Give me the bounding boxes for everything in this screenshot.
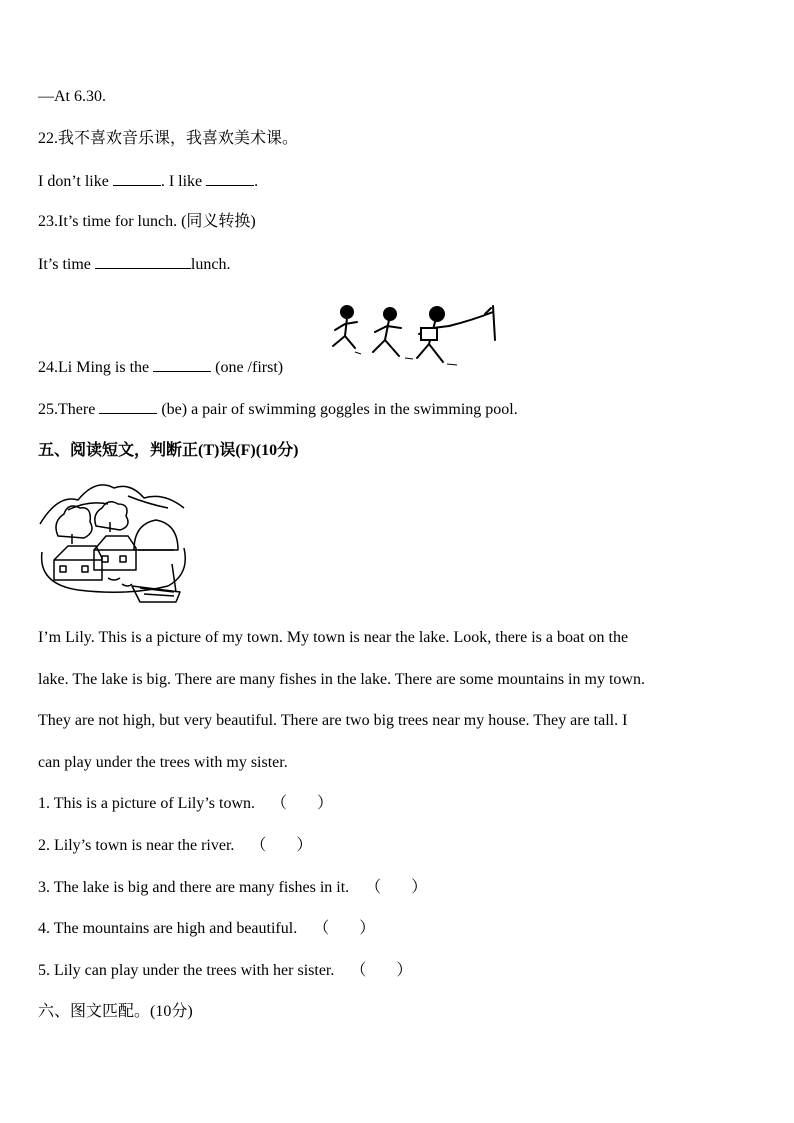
blank[interactable] [206,171,254,186]
text-fragment: . I like [160,173,207,190]
answer-bracket[interactable]: （ ） [350,962,413,979]
tf-question-4 [38,919,375,939]
passage-line: They are not high, but very beautiful. There are two big trees near my house. They are tall. I [38,712,628,729]
question-23: 23.It’s time for lunch. (同义转换) [38,213,256,230]
answer-bracket[interactable]: （ ） [271,795,334,812]
answer-bracket[interactable]: （ ） [250,837,313,854]
blank[interactable] [153,357,211,372]
answer-line: —At 6.30. [38,88,106,105]
text-fragment: (one /first) [211,359,284,376]
tf-question-1 [38,794,333,814]
passage-line: I’m Lily. This is a picture of my town. My town is near the lake. Look, there is a boat on the [38,629,629,646]
text-fragment: . [254,173,259,190]
section-6-title: 六、图文匹配。(10分) [38,1003,193,1020]
question-23-answer [38,254,230,275]
section-5-title: 五、阅读短文，判断正(T)误(F)(10分) [38,442,299,459]
tf-question-2 [38,836,312,856]
question-24 [38,357,283,378]
running-race-illustration [325,300,500,370]
passage-line: can play under the trees with my sister. [38,754,288,771]
tf-question-3 [38,878,427,898]
text-fragment: 24.Li Ming is the [38,359,154,376]
passage-line: lake. The lake is big. There are many fishes in the lake. There are some mountains in my town. [38,671,645,688]
blank[interactable] [99,399,157,414]
question-text: 2. Lily’s town is near the river. [38,837,235,854]
answer-bracket[interactable]: （ ） [365,879,428,896]
blank[interactable] [113,171,161,186]
text-fragment: I don’t like [38,173,113,190]
tf-question-5 [38,961,412,981]
question-text: 5. Lily can play under the trees with her sister. [38,962,335,979]
question-22-answer [38,171,258,192]
text-fragment: (be) a pair of swimming goggles in the swimming pool. [157,401,518,418]
question-22: 22.我不喜欢音乐课，我喜欢美术课。 [38,130,299,147]
text-fragment: It’s time [38,256,95,273]
town-lake-illustration [38,474,188,610]
text-fragment: 25.There [38,401,100,418]
question-text: 3. The lake is big and there are many fishes in it. [38,879,350,896]
question-text: 4. The mountains are high and beautiful. [38,920,298,937]
blank[interactable] [95,254,191,269]
answer-bracket[interactable]: （ ） [313,920,376,937]
question-25 [38,399,518,420]
text-fragment: lunch. [190,256,231,273]
question-text: 1. This is a picture of Lily’s town. [38,795,256,812]
